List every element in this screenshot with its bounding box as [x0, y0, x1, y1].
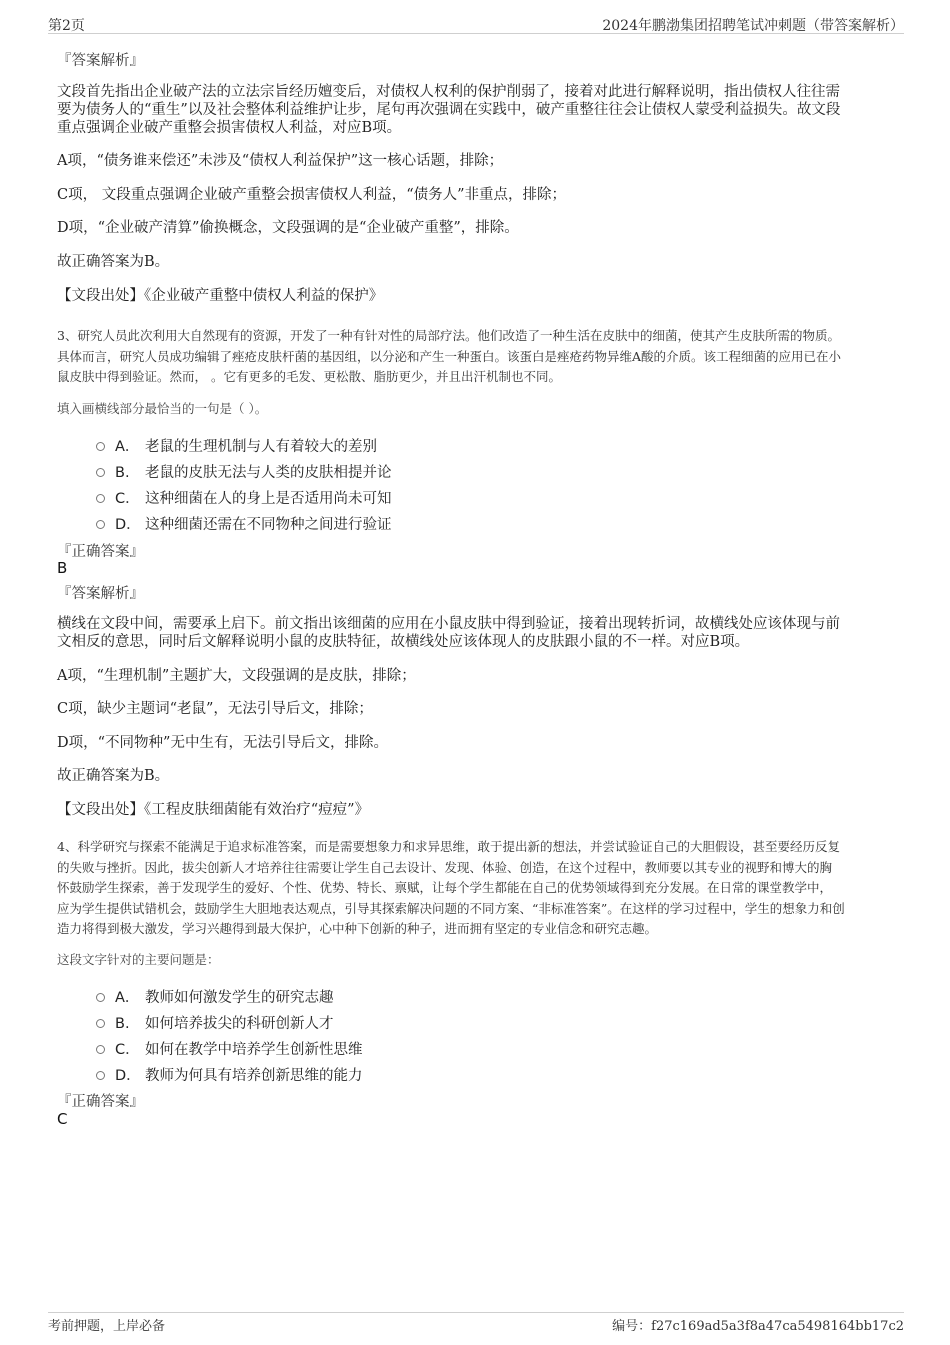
- q4-option-d[interactable]: D． 教师为何具有培养创新思维的能力: [96, 1064, 363, 1085]
- analysis-line: 文相反的意思，同时后文解释说明小鼠的皮肤特征，故横线处应该体现人的皮肤跟小鼠的不一样。对应B项。: [57, 634, 750, 650]
- analysis-line: 横线在文段中间，需要承上启下。前文指出该细菌的应用在小鼠皮肤中得到验证，接着出现转折词，故横线处应该体现与前: [57, 616, 840, 632]
- passage-line: 怀鼓励学生探索，善于发现学生的爱好、个性、优势、特长、禀赋，让每个学生都能在自己的优势领域得到充分发展。在日常的课堂教学中，: [57, 880, 833, 895]
- radio-icon[interactable]: [96, 1045, 105, 1054]
- page-number: 第2页: [48, 18, 85, 34]
- analysis-line: 重点强调企业破产重整会损害债权人利益，对应B项。: [57, 120, 402, 136]
- analysis-option-c: C项，缺少主题词“老鼠”，无法引导后文，排除；: [57, 701, 373, 717]
- q3-option-d[interactable]: D． 这种细菌还需在不同物种之间进行验证: [96, 513, 392, 534]
- page-footer: [48, 1312, 904, 1334]
- passage-line: 造力将得到极大激发，学习兴趣得到最大保护，心中种下创新的种子，进而拥有坚定的专业信念和研究志趣。: [57, 921, 658, 936]
- correct-answer-value: C: [57, 1110, 68, 1128]
- radio-icon[interactable]: [96, 442, 105, 451]
- passage-line: 的失败与挫折。因此，拔尖创新人才培养往往需要让学生自己去设计、发现、体验、创造，在这个过程中，教师要以其专业的视野和博大的胸: [57, 859, 833, 875]
- radio-icon[interactable]: [96, 1019, 105, 1028]
- passage-line: 3、研究人员此次利用大自然现有的资源，开发了一种有针对性的局部疗法。他们改造了一种生活在皮肤中的细菌，使其产生皮肤所需的物质。: [57, 328, 840, 343]
- analysis-option-a: A项，“债务谁来偿还”未涉及“债权人利益保护”这一核心话题，排除；: [57, 153, 504, 169]
- q3-option-b[interactable]: B. 老鼠的皮肤无法与人类的皮肤相提并论: [96, 461, 392, 482]
- radio-icon[interactable]: [96, 1071, 105, 1080]
- q4-option-c[interactable]: C． 如何在教学中培养学生创新性思维: [96, 1038, 363, 1059]
- analysis-label: 『答案解析』: [57, 586, 144, 602]
- passage-line: 鼠皮肤中得到验证。然而， 。它有更多的毛发、更松散、脂肪更少，并且出汗机制也不同。: [57, 369, 561, 384]
- analysis-option-a: A项，“生理机制”主题扩大，文段强调的是皮肤，排除；: [57, 668, 416, 684]
- question-3-passage: [57, 326, 900, 388]
- q4-option-a[interactable]: A． 教师如何激发学生的研究志趣: [96, 986, 334, 1007]
- radio-icon[interactable]: [96, 468, 105, 477]
- footer-slogan: 考前押题，上岸必备: [48, 1319, 166, 1334]
- source-citation: 【文段出处】《工程皮肤细菌能有效治疗“痘痘”》: [57, 802, 370, 818]
- analysis-line: 文段首先指出企业破产法的立法宗旨经历嬗变后，对债权人权利的保护削弱了，接着对此进行解释说明，指出债权人往往需: [57, 84, 840, 100]
- radio-icon[interactable]: [96, 494, 105, 503]
- radio-icon[interactable]: [96, 520, 105, 529]
- analysis-option-d: D项，“不同物种”无中生有，无法引导后文，排除。: [57, 735, 388, 751]
- answer-conclusion: 故正确答案为B。: [57, 254, 170, 270]
- correct-answer-label: 『正确答案』: [57, 544, 144, 560]
- correct-answer-value: B: [57, 559, 68, 577]
- document-title: 2024年鹏渤集团招聘笔试冲刺题（带答案解析）: [602, 18, 904, 34]
- analysis-option-d: D项，“企业破产清算”偷换概念，文段强调的是“企业破产重整”，排除。: [57, 220, 519, 236]
- source-citation: 【文段出处】《企业破产重整中债权人利益的保护》: [57, 288, 384, 304]
- question-3-prompt: 填入画横线部分最恰当的一句是（ ）。: [57, 401, 268, 416]
- analysis-line: 要为债务人的“重生”以及社会整体利益维护让步，尾句再次强调在实践中，破产重整往往会让债权人蒙受利益损失。故文段: [57, 102, 841, 118]
- q3-option-c[interactable]: C． 这种细菌在人的身上是否适用尚未可知: [96, 487, 392, 508]
- analysis-paragraph: [57, 615, 890, 651]
- correct-answer-label: 『正确答案』: [57, 1094, 144, 1110]
- document-id: 编号：f27c169ad5a3f8a47ca5498164bb17c2: [612, 1319, 904, 1334]
- analysis-label: 『答案解析』: [57, 53, 144, 69]
- question-4-prompt: 这段文字针对的主要问题是：: [57, 952, 220, 967]
- page-header: [48, 0, 904, 34]
- question-4-passage: [57, 837, 900, 940]
- q4-option-b[interactable]: B. 如何培养拔尖的科研创新人才: [96, 1012, 334, 1033]
- answer-conclusion: 故正确答案为B。: [57, 768, 170, 784]
- q3-option-a[interactable]: A． 老鼠的生理机制与人有着较大的差别: [96, 435, 377, 456]
- analysis-paragraph: [57, 83, 890, 137]
- passage-line: 应为学生提供试错机会，鼓励学生大胆地表达观点，引导其探索解决问题的不同方案、“非标准答案”。在这样的学习过程中，学生的想象力和创: [57, 900, 845, 916]
- passage-line: 具体而言，研究人员成功编辑了痤疮皮肤杆菌的基因组，以分泌和产生一种蛋白。该蛋白是痤疮药物异维A酸的介质。该工程细菌的应用已在小: [57, 348, 842, 364]
- radio-icon[interactable]: [96, 993, 105, 1002]
- analysis-option-c: C项， 文段重点强调企业破产重整会损害债权人利益，“债务人”非重点，排除；: [57, 187, 567, 203]
- passage-line: 4、科学研究与探索不能满足于追求标准答案，而是需要想象力和求异思维，敢于提出新的想法，并尝试验证自己的大胆假设，甚至要经历反复: [57, 839, 840, 854]
